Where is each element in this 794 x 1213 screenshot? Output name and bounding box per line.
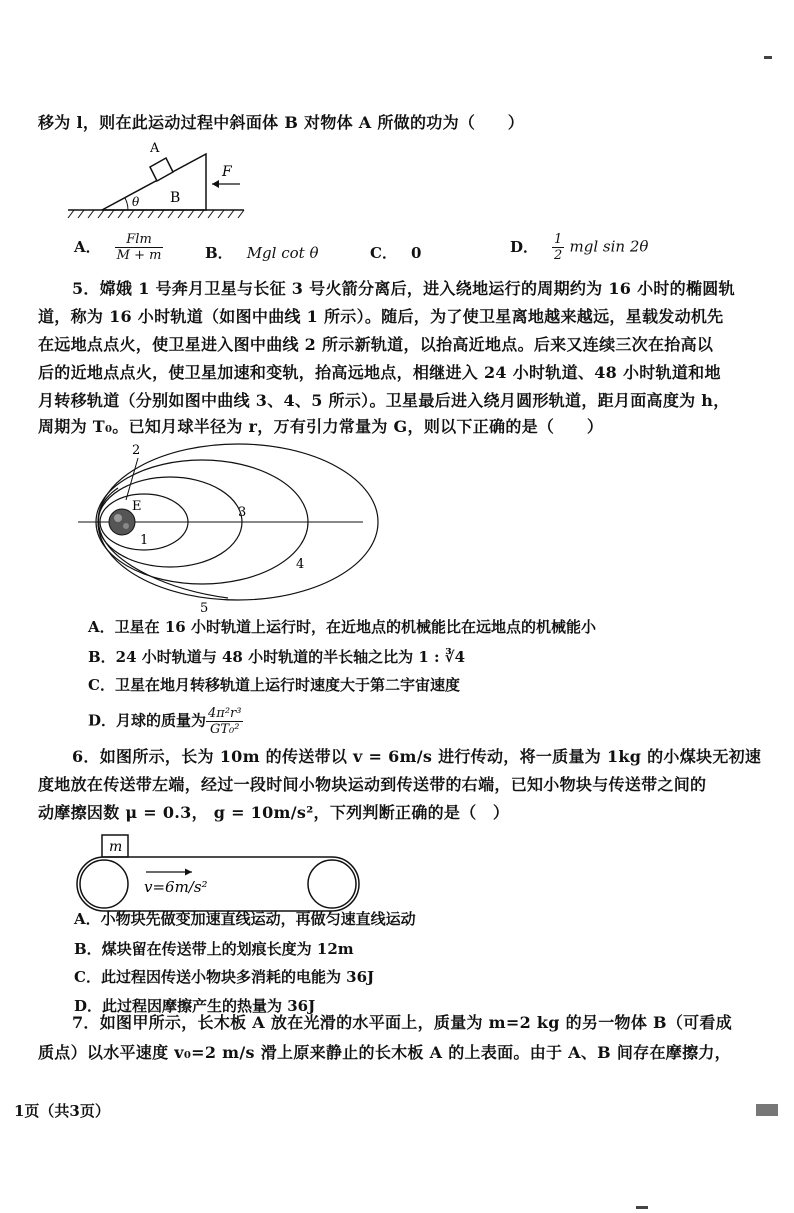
q4-option-c[interactable]: C． 0 bbox=[370, 244, 422, 262]
scan-speck bbox=[636, 1206, 648, 1209]
scan-speck bbox=[756, 1104, 778, 1116]
q6-line: 度地放在传送带左端，经过一段时间小物块运动到传送带的右端，已知小物块与传送带之间的 bbox=[38, 775, 707, 794]
q5-line: 5．嫦娥 1 号奔月卫星与长征 3 号火箭分离后，进入绕地运行的周期约为 16 小时的椭圆轨 bbox=[72, 279, 735, 298]
q6-option-a[interactable]: A．小物块先做变加速直线运动，再做匀速直线运动 bbox=[74, 910, 416, 928]
label-e: E bbox=[132, 499, 142, 514]
q7-line: 7．如图甲所示，长木板 A 放在光滑的水平面上，质量为 m=2 kg 的另一物体 B（可看成 bbox=[72, 1013, 733, 1032]
scan-speck bbox=[764, 56, 772, 59]
orbit-5 bbox=[99, 488, 228, 598]
label-2: 2 bbox=[132, 443, 141, 458]
left-pulley bbox=[80, 860, 128, 908]
q4-text-line: 移为 l，则在此运动过程中斜面体 B 对物体 A 所做的功为（ ） bbox=[38, 113, 525, 132]
q4-option-b[interactable]: B． Mgl cot θ bbox=[205, 244, 319, 262]
q4-incline-figure bbox=[68, 140, 248, 225]
q6-line: 动摩擦因数 μ = 0.3， g = 10m/s²，下列判断正确的是（ ） bbox=[38, 803, 510, 822]
q5-line: 道，称为 16 小时轨道（如图中曲线 1 所示）。随后，为了使卫星离地越来越远，星载发动机先 bbox=[38, 307, 724, 326]
q5-line: 后的近地点点火，使卫星加速和变轨，抬高远地点，相继进入 24 小时轨道、48 小时轨道和地 bbox=[38, 363, 721, 382]
q5-option-b[interactable]: B．24 小时轨道与 48 小时轨道的半长轴之比为 1 : ∛4 bbox=[88, 648, 466, 666]
page-number: 1页（共3页） bbox=[14, 1102, 110, 1120]
q6-option-d[interactable]: D．此过程因摩擦产生的热量为 36J bbox=[74, 997, 316, 1015]
q4-option-d[interactable]: D． $\frac{1}{2}$ mgl sin 2θ bbox=[510, 232, 649, 263]
label-4: 4 bbox=[296, 557, 305, 572]
q5-line: 在远地点点火，使卫星进入图中曲线 2 所示新轨道，以抬高近地点。后来又连续三次在抬高以 bbox=[38, 335, 714, 354]
label-theta: θ bbox=[132, 195, 140, 209]
q6-option-c[interactable]: C．此过程因传送小物块多消耗的电能为 36J bbox=[74, 968, 375, 986]
right-pulley bbox=[308, 860, 356, 908]
label-b: B bbox=[170, 190, 181, 206]
q4-option-a[interactable]: A． $\frac{\text{Flm}}{M + m}$ bbox=[74, 232, 162, 263]
label-1: 1 bbox=[140, 533, 149, 548]
q5-line: 月转移轨道（分别如图中曲线 3、4、5 所示）。卫星最后进入绕月圆形轨道，距月面高度为 h， bbox=[38, 391, 730, 410]
label-3: 3 bbox=[238, 505, 247, 520]
q7-line: 质点）以水平速度 v₀=2 m/s 滑上原来静止的长木板 A 的上表面。由于 A、B 间存在摩擦力， bbox=[38, 1043, 731, 1062]
label-5: 5 bbox=[200, 601, 209, 616]
label-a: A bbox=[150, 141, 160, 156]
incline-body bbox=[102, 154, 206, 210]
q5-line: 周期为 T₀。已知月球半径为 r，万有引力常量为 G，则以下正确的是（ ） bbox=[38, 417, 604, 436]
q5-orbit-figure bbox=[78, 440, 378, 615]
q5-option-a[interactable]: A．卫星在 16 小时轨道上运行时，在近地点的机械能比在远地点的机械能小 bbox=[88, 618, 596, 636]
q6-line: 6．如图所示，长为 10m 的传送带以 v = 6m/s 进行传动，将一质量为 1kg 的小煤块无初速 bbox=[72, 747, 762, 766]
label-f: F bbox=[222, 164, 232, 180]
q5-option-c[interactable]: C．卫星在地月转移轨道上运行时速度大于第二宇宙速度 bbox=[88, 676, 460, 694]
q5-option-d[interactable]: D．月球的质量为 $\frac{\text{4π²r³}}{\text{GT₀²}}$ bbox=[88, 706, 242, 737]
label-m: m bbox=[109, 839, 123, 855]
block-a bbox=[150, 158, 173, 181]
q6-option-b[interactable]: B．煤块留在传送带上的划痕长度为 12m bbox=[74, 940, 354, 958]
label-speed: v=6m/s² bbox=[144, 878, 208, 896]
q6-conveyor-figure bbox=[74, 832, 374, 912]
